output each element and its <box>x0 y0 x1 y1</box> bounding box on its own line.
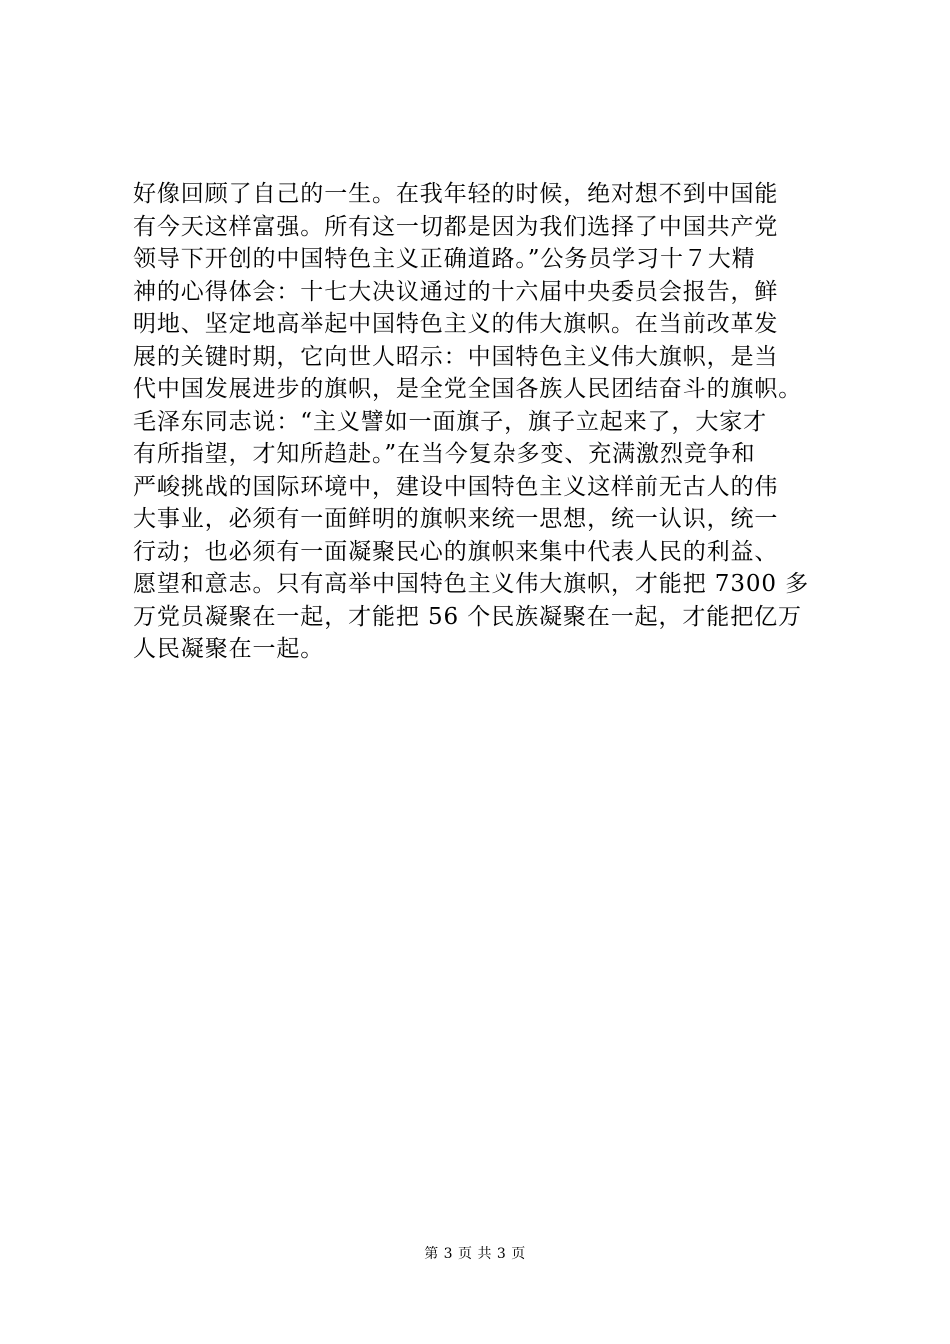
text-line: 有所指望，才知所趋赴。”在当今复杂多变、充满激烈竞争和 <box>133 441 756 467</box>
text-line: 毛泽东同志说：“主义譬如一面旗子，旗子立起来了，大家才 <box>133 408 768 435</box>
text-line: 大事业，必须有一面鲜明的旗帜来统一思想，统一认识，统一 <box>133 506 779 532</box>
text-line: 愿望和意志。只有高举中国特色主义伟大旗帜，才能把 7300 多 <box>133 571 810 597</box>
text-line: 领导下开创的中国特色主义正确道路。”公务员学习十７大精 <box>133 246 756 272</box>
text-line: 万党员凝聚在一起，才能把 56 个民族凝聚在一起，才能把亿万 <box>133 603 802 630</box>
text-line: 行动；也必须有一面凝聚民心的旗帜来集中代表人民的利益、 <box>133 538 779 565</box>
page-number: 第 3 页 共 3 页 <box>424 1246 526 1262</box>
text-line: 明地、坚定地高举起中国特色主义的伟大旗帜。在当前改革发 <box>133 311 779 337</box>
text-line: 有今天这样富强。所有这一切都是因为我们选择了中国共产党 <box>133 213 779 240</box>
text-line: 神的心得体会：十七大决议通过的十六届中央委员会报告，鲜 <box>133 278 779 305</box>
body-text <box>133 178 853 666</box>
text-line: 好像回顾了自己的一生。在我年轻的时候，绝对想不到中国能 <box>133 181 779 207</box>
page-footer <box>0 1244 950 1264</box>
text-line: 展的关键时期，它向世人昭示：中国特色主义伟大旗帜，是当 <box>133 343 779 370</box>
text-line: 人民凝聚在一起。 <box>133 636 325 662</box>
text-line: 严峻挑战的国际环境中，建设中国特色主义这样前无古人的伟 <box>133 473 779 500</box>
text-line: 代中国发展进步的旗帜，是全党全国各族人民团结奋斗的旗帜。 <box>133 376 803 402</box>
